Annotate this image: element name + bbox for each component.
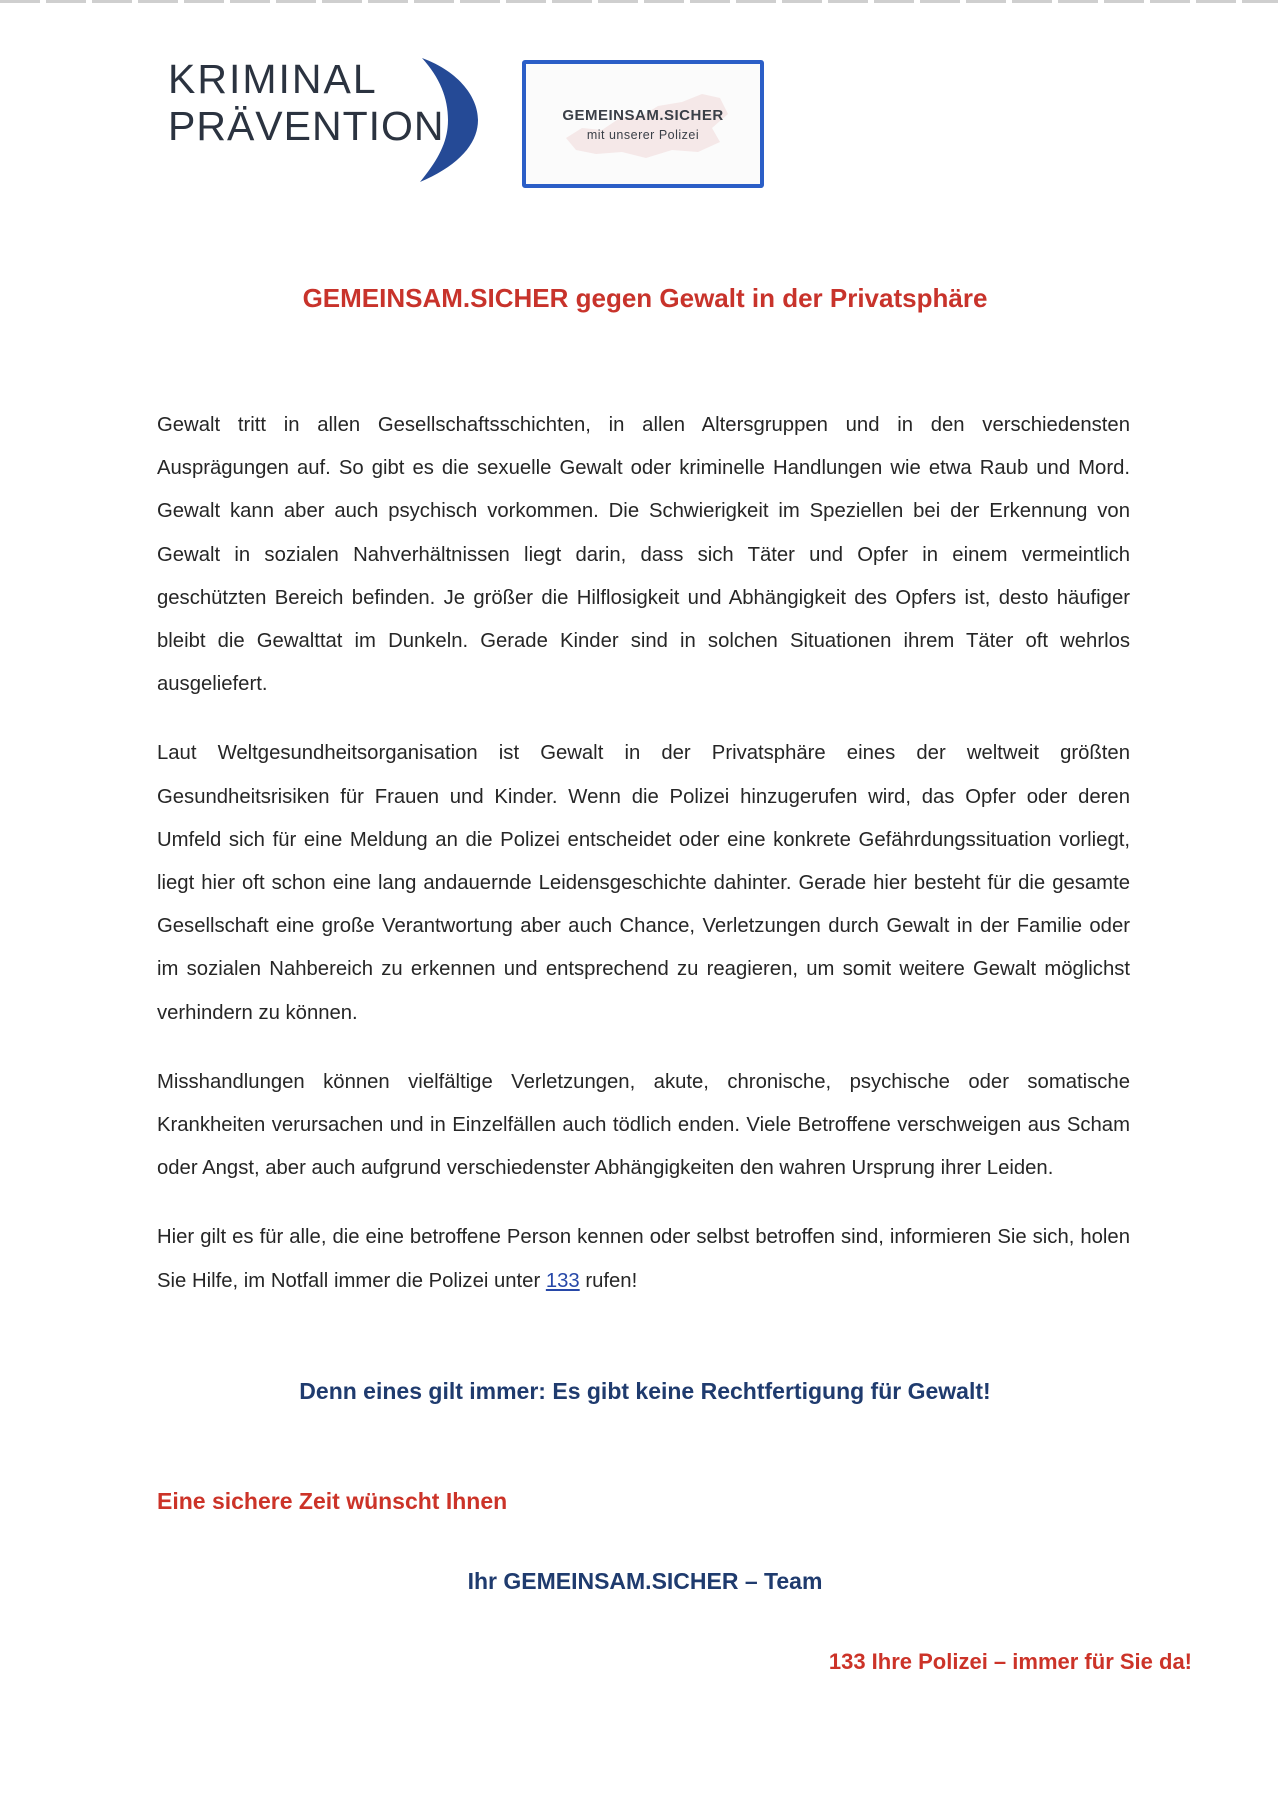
gemeinsam-sicher-logo — [522, 60, 764, 188]
team-signature: Ihr GEMEINSAM.SICHER – Team — [467, 1568, 823, 1594]
arc-logo-icon — [408, 56, 478, 182]
scan-edge — [0, 0, 1278, 3]
body-text — [157, 404, 1130, 1329]
austria-map-icon — [562, 88, 732, 162]
closing-wish: Eine sichere Zeit wünscht Ihnen — [157, 1488, 508, 1514]
kp-logo-line2: PRÄVENTION — [168, 103, 445, 149]
kriminalpraevention-logo — [168, 56, 468, 186]
police-slogan: 133 Ihre Polizei – immer für Sie da! — [828, 1649, 1192, 1674]
paragraph-emergency — [157, 1216, 1130, 1302]
document-title: GEMEINSAM.SICHER gegen Gewalt in der Privatsphäre — [302, 283, 988, 313]
paragraph: Laut Weltgesundheitsorganisation ist Gewalt in der Privatsphäre eines der weltweit größten Gesundheitsrisiken für Frauen und Kinder. Wenn die Polizei hinzugerufen wird, das Opfer oder deren Umfeld sich für eine Meldung an die Polizei entscheidet oder eine konkrete Gefährdungssituation vorliegt, liegt hier oft schon eine lang andauernde Leidensgeschichte dahinter. Gerade hier besteht für die gesamte Gesellschaft eine große Verantwortung aber auch Chance, Verletzungen durch Gewalt in der Familie oder im sozialen Nahbereich zu erkennen und entsprechend zu reagieren, um somit weitere Gewalt möglichst verhindern zu können. — [157, 742, 1130, 1024]
emergency-number-link[interactable]: 133 — [545, 1269, 580, 1292]
kp-logo-text — [168, 56, 445, 150]
paragraph: Misshandlungen können vielfältige Verletzungen, akute, chronische, psychische oder somatische Krankheiten verursachen und in Einzelfällen auch tödlich enden. Viele Betroffene verschweigen aus Scham oder Angst, aber auch aufgrund verschiedenster Abhängigkeiten den wahren Ursprung ihrer Leiden. — [157, 1070, 1130, 1180]
paragraph-text: Hier gilt es für alle, die eine betroffene Person kennen oder selbst betroffen sind, informieren Sie sich, holen Sie Hilfe, im Notfall immer die Polizei unter — [157, 1226, 1130, 1292]
key-statement: Denn eines gilt immer: Es gibt keine Rechtfertigung für Gewalt! — [299, 1378, 991, 1404]
kp-logo-line1: KRIMINAL — [168, 56, 378, 102]
gs-logo-subtitle: mit unserer Polizei — [586, 128, 700, 142]
paragraph: Gewalt tritt in allen Gesellschaftsschichten, in allen Altersgruppen und in den verschiedensten Ausprägungen auf. So gibt es die sexuelle Gewalt oder kriminelle Handlungen wie etwa Raub und Mord. Gewalt kann aber auch psychisch vorkommen. Die Schwierigkeit im Speziellen bei der Erkennung von Gewalt in sozialen Nahverhältnissen liegt darin, dass sich Täter und Opfer in einem vermeintlich geschützten Bereich befinden. Je größer die Hilflosigkeit und Abhängigkeit des Opfers ist, desto häufiger bleibt die Gewalttat im Dunkeln. Gerade Kinder sind in solchen Situationen ihrem Täter oft wehrlos ausgeliefert. — [157, 414, 1130, 696]
paragraph-text-end: rufen! — [579, 1269, 638, 1292]
gs-logo-title: GEMEINSAM.SICHER — [562, 107, 724, 124]
